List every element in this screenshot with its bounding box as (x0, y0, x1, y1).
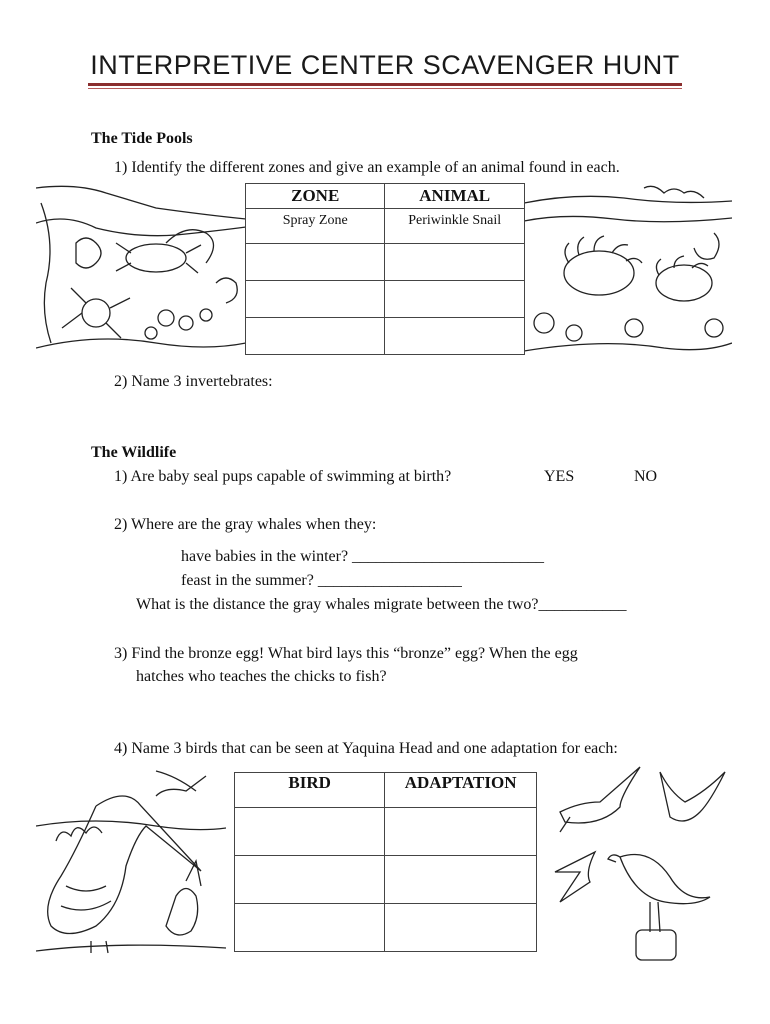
tidepool-sketch-icon (36, 183, 246, 355)
zone-cell[interactable] (246, 281, 385, 318)
whales-winter-prompt: have babies in the winter? ________________________ (181, 548, 545, 565)
bird-adaptation-table (234, 772, 537, 952)
zone-cell: Spray Zone (246, 209, 385, 244)
wildlife-question-4: 4) Name 3 birds that can be seen at Yaquina Head and one adaptation for each: (114, 740, 618, 757)
wildlife-question-3-line-1: 3) Find the bronze egg! What bird lays this “bronze” egg? When the egg (114, 645, 578, 662)
zone-header: ZONE (246, 184, 385, 209)
gulls-sketch-icon (540, 762, 732, 962)
whales-distance-prompt: What is the distance the gray whales migrate between the two?___________ (136, 596, 627, 613)
animal-cell[interactable] (385, 244, 525, 281)
wildlife-question-3-line-2: hatches who teaches the chicks to fish? (136, 668, 387, 685)
yes-option[interactable]: YES (544, 468, 575, 485)
adaptation-cell[interactable] (385, 808, 537, 856)
adaptation-cell[interactable] (385, 904, 537, 952)
title-rule-thin (88, 88, 682, 89)
wildlife-question-1: 1) Are baby seal pups capable of swimming at birth? (114, 468, 452, 485)
page-title: INTERPRETIVE CENTER SCAVENGER HUNT (90, 50, 680, 80)
bird-cell[interactable] (235, 808, 385, 856)
wildlife-question-2: 2) Where are the gray whales when they: (114, 516, 377, 533)
adaptation-cell[interactable] (385, 856, 537, 904)
wildlife-heading: The Wildlife (91, 444, 177, 461)
bird-cell[interactable] (235, 856, 385, 904)
tide-pools-question-2: 2) Name 3 invertebrates: (114, 373, 273, 390)
bird-header: BIRD (235, 773, 385, 808)
animal-cell: Periwinkle Snail (385, 209, 525, 244)
zone-cell[interactable] (246, 244, 385, 281)
pelican-sketch-icon (36, 766, 226, 958)
animal-cell[interactable] (385, 281, 525, 318)
tide-pools-heading: The Tide Pools (91, 130, 193, 147)
tide-pools-question-1: 1) Identify the different zones and give an example of an animal found in each. (114, 159, 620, 176)
bird-cell[interactable] (235, 904, 385, 952)
no-option[interactable]: NO (634, 468, 658, 485)
zone-cell[interactable] (246, 318, 385, 355)
adaptation-header: ADAPTATION (385, 773, 537, 808)
animal-cell[interactable] (385, 318, 525, 355)
animal-header: ANIMAL (385, 184, 525, 209)
anemone-sketch-icon (524, 183, 732, 355)
whales-summer-prompt: feast in the summer? __________________ (181, 572, 462, 589)
zone-animal-table (245, 183, 525, 355)
title-rule (88, 83, 682, 86)
